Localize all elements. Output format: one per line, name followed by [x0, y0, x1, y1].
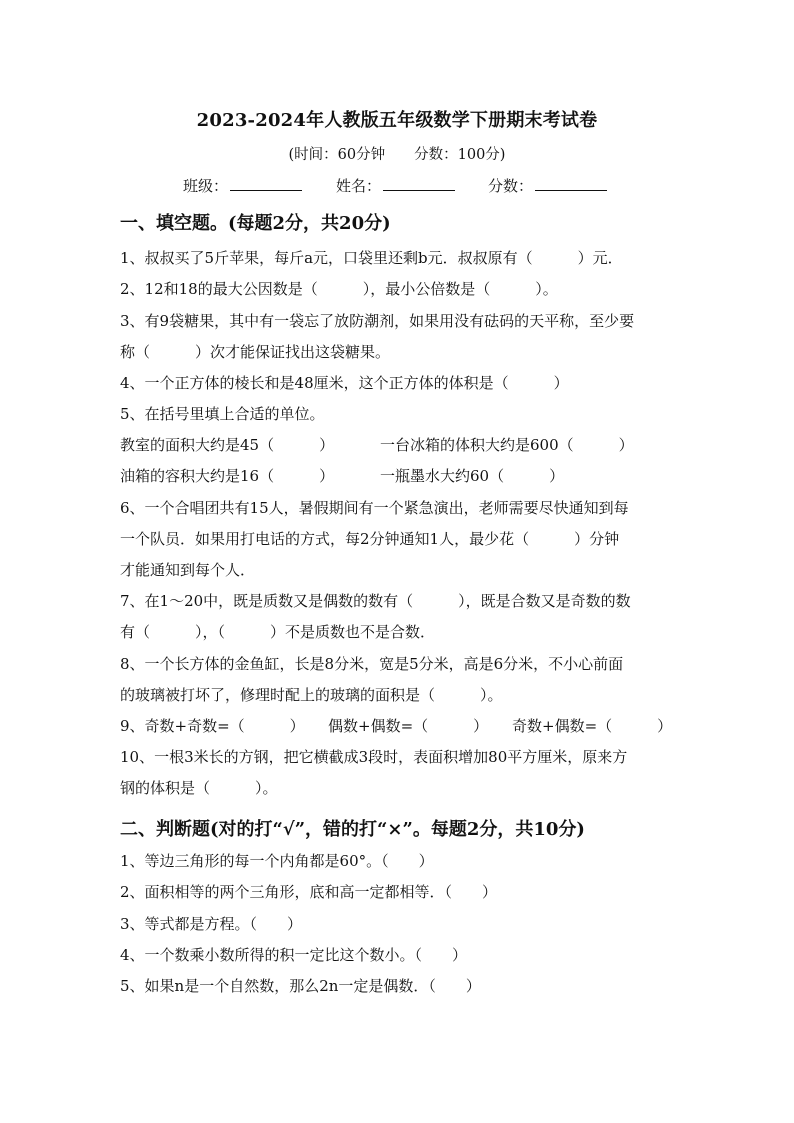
name-label: 姓名：	[336, 177, 382, 195]
question-line: 才能通知到每个人．	[120, 561, 256, 579]
question-line: 3、有9袋糖果，其中有一袋忘了放防潮剂，如果用没有砝码的天平称，至少要	[120, 312, 635, 330]
unit-blank-classroom: 教室的面积大约是45（ ）	[120, 436, 335, 454]
question-line: 钢的体积是（ ）。	[120, 779, 278, 797]
q9-odd-plus-even: 奇数+偶数=（ ）	[512, 717, 673, 735]
question-line: 5、在括号里填上合适的单位。	[120, 405, 325, 423]
q9-even-plus-even: 偶数+偶数=（ ）	[328, 717, 489, 735]
judgment-line: 5、如果n是一个自然数，那么2n一定是偶数．（ ）	[120, 977, 481, 995]
question-line: 4、一个正方体的棱长和是48厘米，这个正方体的体积是（ ）	[120, 374, 569, 392]
q9-odd-plus-odd: 9、奇数+奇数=（ ）	[120, 717, 305, 735]
section-true-false-heading: 二、判断题(对的打“√”，错的打“×”。每题2分，共10分)	[120, 819, 585, 840]
question-line: 的玻璃被打坏了，修理时配上的玻璃的面积是（ ）。	[120, 686, 503, 704]
exam-time-score: (时间：60分钟 分数：100分)	[288, 147, 506, 163]
score-field	[488, 175, 607, 196]
question-line: 10、一根3米长的方钢，把它横截成3段时，表面积增加80平方厘米，原来方	[120, 748, 628, 766]
score-label: 分数：	[488, 177, 534, 195]
judgment-line: 3、等式都是方程。（ ）	[120, 915, 303, 933]
name-blank	[383, 176, 455, 191]
unit-blank-tank: 油箱的容积大约是16（ ）	[120, 467, 335, 485]
exam-title: 2023-2024年人教版五年级数学下册期末考试卷	[196, 110, 598, 131]
class-field	[183, 175, 302, 196]
class-blank	[230, 176, 302, 191]
question-line: 7、在1～20中，既是质数又是偶数的数有（ ），既是合数又是奇数的数	[120, 592, 631, 610]
question-line: 1、叔叔买了5斤苹果，每斤a元，口袋里还剩b元．叔叔原有（ ）元．	[120, 249, 623, 267]
question-line: 6、一个合唱团共有15人，暑假期间有一个紧急演出，老师需要尽快通知到每	[120, 499, 629, 517]
name-field	[336, 175, 455, 196]
unit-blank-fridge: 一台冰箱的体积大约是600（ ）	[380, 436, 634, 454]
unit-blank-ink: 一瓶墨水大约60（ ）	[380, 467, 565, 485]
question-line: 8、一个长方体的金鱼缸，长是8分米，宽是5分米，高是6分米，不小心前面	[120, 655, 624, 673]
judgment-line: 4、一个数乘小数所得的积一定比这个数小。（ ）	[120, 946, 468, 964]
section-fill-in-heading: 一、填空题。(每题2分，共20分)	[120, 213, 391, 234]
judgment-line: 2、面积相等的两个三角形，底和高一定都相等．（ ）	[120, 883, 498, 901]
question-line: 有（ ），（ ）不是质数也不是合数．	[120, 623, 436, 641]
question-line: 2、12和18的最大公因数是（ ），最小公倍数是（ ）。	[120, 280, 558, 298]
question-line: 一个队员．如果用打电话的方式，每2分钟通知1人，最少花（ ）分钟	[120, 530, 620, 548]
score-blank	[535, 176, 607, 191]
class-label: 班级：	[183, 177, 229, 195]
judgment-line: 1、等边三角形的每一个内角都是60°。（ ）	[120, 852, 434, 870]
question-line: 称（ ）次才能保证找出这袋糖果。	[120, 343, 391, 361]
